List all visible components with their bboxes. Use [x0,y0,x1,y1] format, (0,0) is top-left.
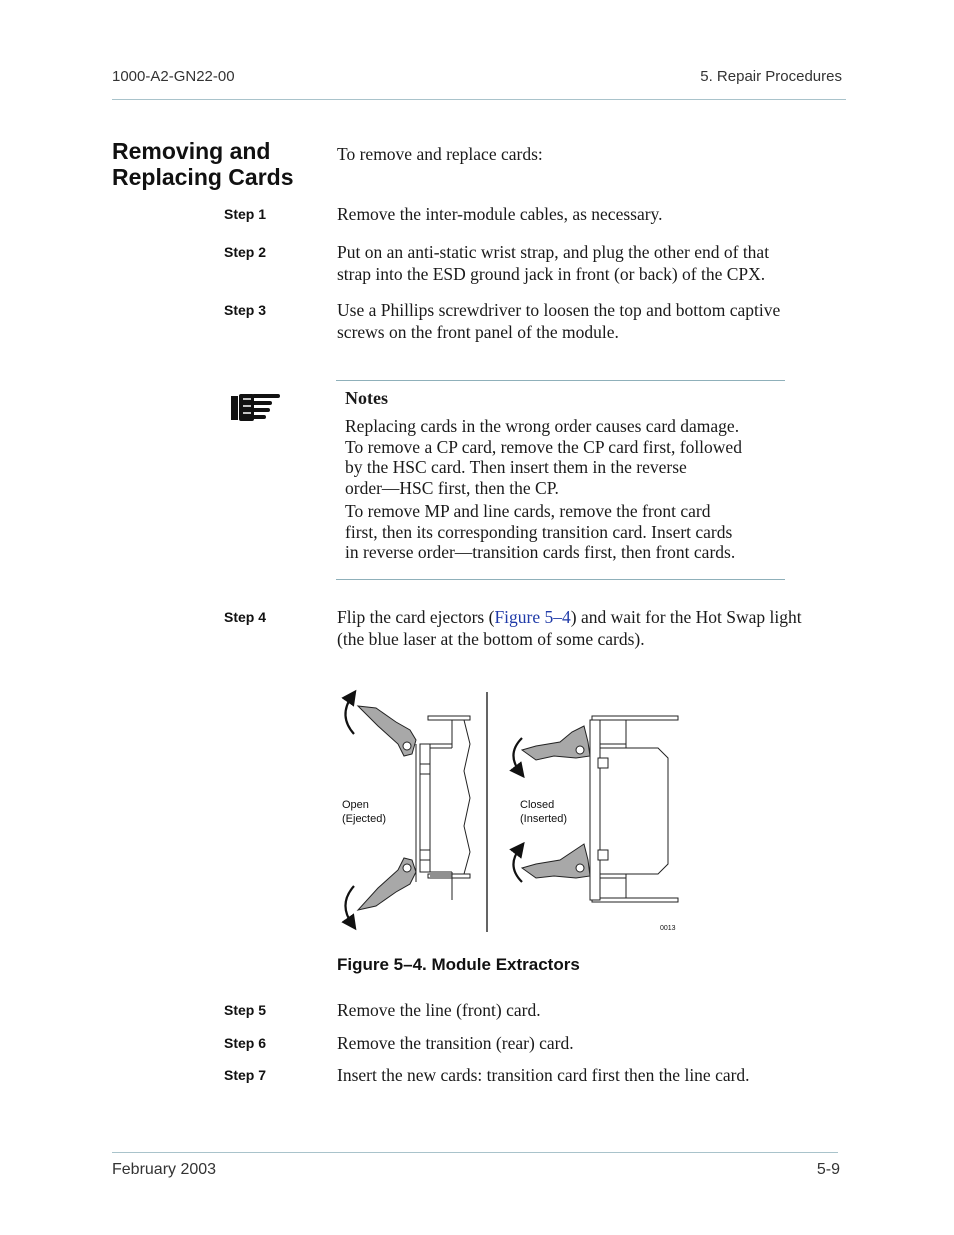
notes-title: Notes [345,388,388,408]
intro-text: To remove and replace cards: [337,144,543,164]
step-5-label: Step 5 [224,1002,267,1018]
header-doc-number: 1000-A2-GN22-00 [112,68,235,85]
step-6-line: Remove the transition (rear) card. [337,1033,574,1053]
notes-paragraph-2 [345,501,735,563]
footer-page-number: 5-9 [816,1161,840,1178]
notes-line: first, then its corresponding transition card. Insert cards [345,521,733,542]
step-3-line: Use a Phillips screwdriver to loosen the top and bottom captive [337,300,781,320]
pointing-hand-icon [229,390,283,424]
step-1-label: Step 1 [224,206,267,222]
open-ejected-label [342,798,386,826]
step-2-line: Put on an anti-static wrist strap, and plug the other end of that [337,242,770,262]
section-title [112,138,294,190]
notes-line: by the HSC card. Then insert them in the reverse [345,457,687,477]
step-4-label: Step 4 [224,609,267,625]
step-2-text [337,241,769,285]
step-3-text [337,299,780,343]
notes-paragraph-1 [345,416,742,498]
notes-line: To remove MP and line cards, remove the front card [345,501,711,521]
header-rule [112,99,846,100]
step-6-text [337,1032,574,1054]
step-6-label: Step 6 [224,1035,267,1051]
footer-date: February 2003 [112,1161,217,1178]
closed-label: Closed [520,799,555,811]
notes-line: in reverse order—transition cards first, then front cards. [345,542,736,562]
step-4-text [337,606,802,650]
figure-code: 0013 [660,925,676,932]
closed-inserted-label [520,798,567,826]
notes-top-rule [336,380,785,381]
step-4-text-after: ) and wait for the Hot Swap light [570,607,802,627]
step-7-line: Insert the new cards: transition card first then the line card. [337,1065,750,1085]
footer-rule [112,1152,838,1153]
closed-ejector-illustration [590,716,678,902]
module-extractors-diagram [336,686,686,938]
step-7-label: Step 7 [224,1067,267,1083]
ejected-label: (Ejected) [342,813,387,825]
figure-caption: Figure 5–4. Module Extractors [337,955,580,974]
notes-line: order—HSC first, then the CP. [345,477,559,498]
inserted-label: (Inserted) [520,813,568,825]
module-extractors-figure [336,686,686,938]
step-2-label: Step 2 [224,244,267,260]
step-4-line-1 [337,606,802,628]
step-1-text [337,203,663,225]
step-1-line: Remove the inter-module cables, as necessary. [337,204,663,224]
notes-line: Replacing cards in the wrong order causes card damage. [345,416,740,436]
step-2-line: strap into the ESD ground jack in front (or back) of the CPX. [337,264,766,284]
figure-5-4-link[interactable]: Figure 5–4 [494,607,571,627]
section-title-line1: Removing and [112,138,271,164]
open-label: Open [342,799,369,811]
step-3-label: Step 3 [224,302,267,318]
notes-bottom-rule [336,579,785,580]
notes-line: To remove a CP card, remove the CP card first, followed [345,436,742,457]
section-title-line2: Replacing Cards [112,164,294,190]
step-7-text [337,1064,750,1086]
step-4-line-2: (the blue laser at the bottom of some cards). [337,629,645,649]
header-chapter: 5. Repair Procedures [700,68,842,85]
step-5-line: Remove the line (front) card. [337,1000,541,1020]
step-4-text-before: Flip the card ejectors ( [337,607,495,627]
step-5-text [337,999,541,1021]
open-ejector-illustration [416,716,470,900]
step-3-line: screws on the front panel of the module. [337,322,619,342]
